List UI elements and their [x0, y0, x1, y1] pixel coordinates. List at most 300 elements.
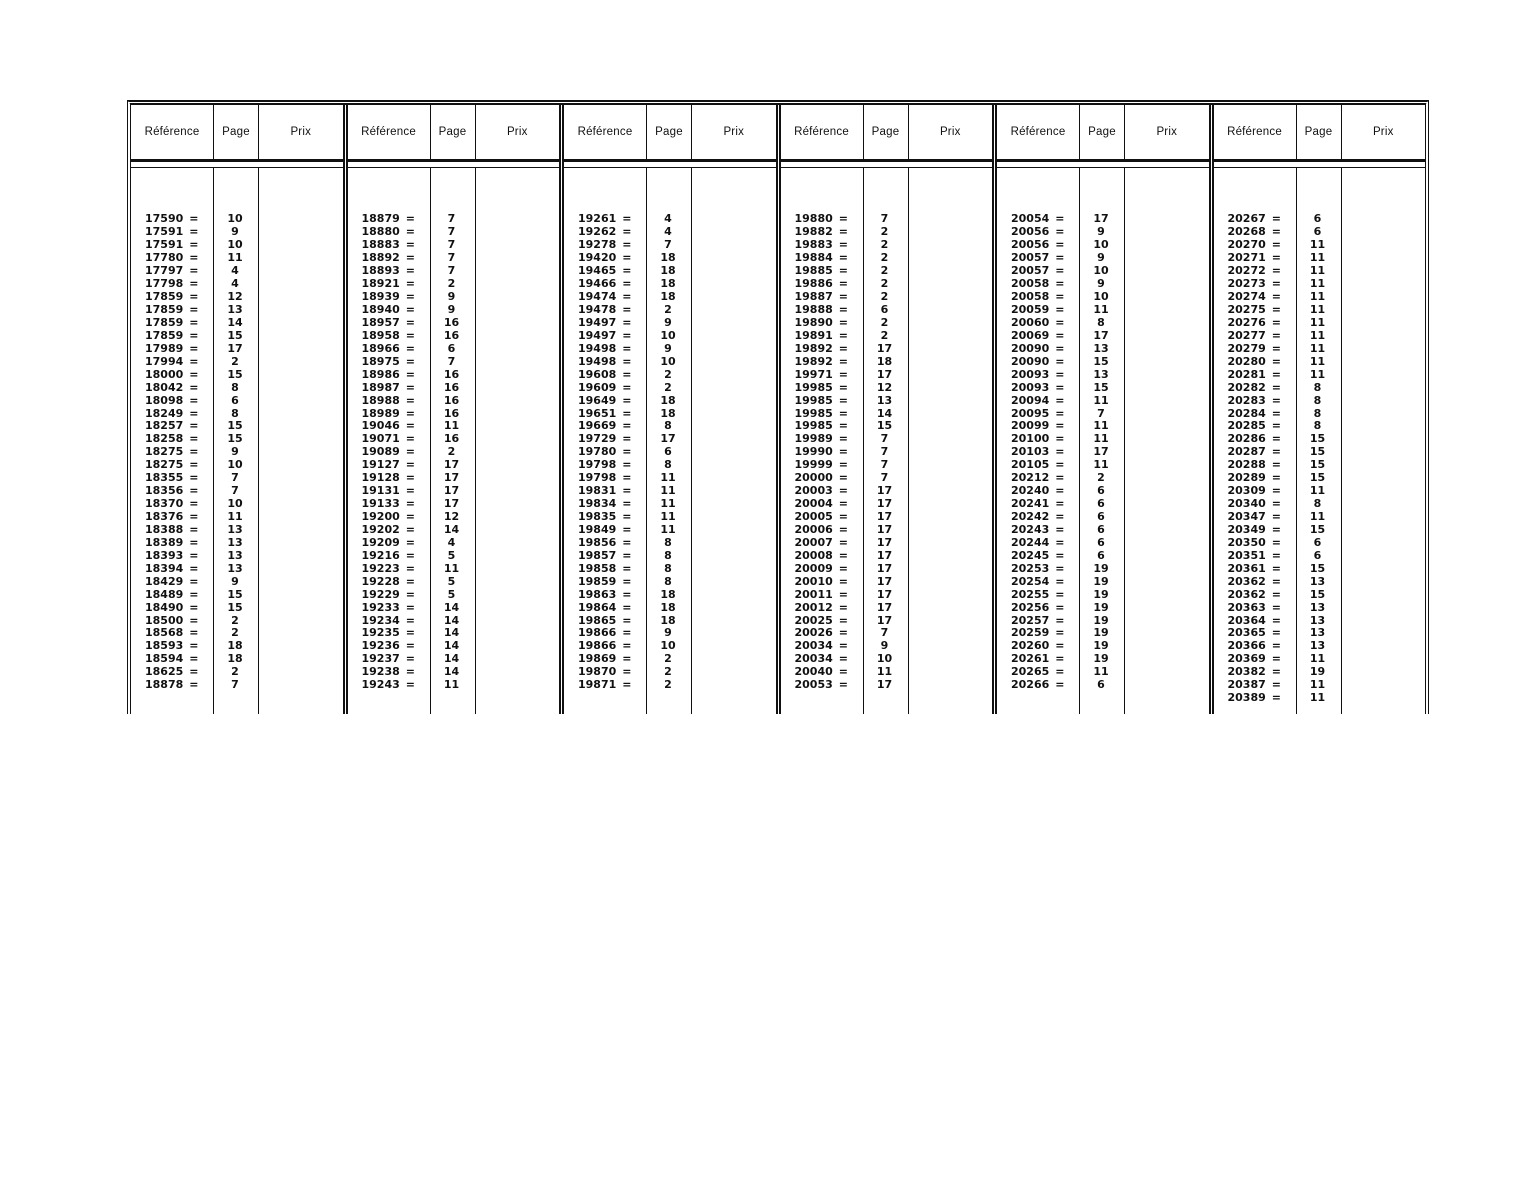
reference-cell	[781, 511, 863, 523]
page-number: 6	[1097, 510, 1105, 524]
equals-sign: =	[405, 406, 415, 420]
page-number: 11	[1093, 458, 1109, 472]
equals-sign: =	[1271, 225, 1281, 239]
page-number: 19	[1093, 639, 1109, 653]
reference-cell	[1214, 433, 1296, 445]
table-row	[348, 381, 560, 394]
page-number: 6	[1313, 212, 1322, 226]
reference-number: 19883	[794, 238, 833, 252]
table-row	[781, 524, 993, 537]
equals-sign: =	[622, 522, 632, 536]
equals-sign: =	[1055, 665, 1065, 679]
table-row	[348, 601, 560, 614]
reference-cell	[348, 459, 430, 471]
reference-cell	[997, 278, 1079, 290]
page-number: 17	[443, 497, 460, 511]
reference-cell	[781, 589, 863, 601]
page-number: 9	[231, 445, 239, 459]
reference-cell	[997, 382, 1079, 394]
column-group-1	[131, 105, 348, 714]
equals-sign: =	[1055, 522, 1065, 536]
page-number: 6	[1313, 535, 1322, 549]
reference-cell	[1214, 653, 1296, 665]
reference-number: 18257	[145, 419, 184, 433]
equals-sign: =	[1055, 484, 1065, 498]
table-row	[348, 627, 560, 640]
page-number: 9	[664, 341, 672, 355]
page-number: 2	[231, 613, 239, 627]
page-number: 19	[1093, 600, 1109, 614]
equals-sign: =	[1271, 251, 1281, 265]
page-number: 8	[1097, 315, 1105, 329]
page-number: 10	[660, 328, 676, 342]
equals-sign: =	[405, 432, 415, 446]
equals-sign: =	[1271, 497, 1281, 511]
reference-number: 19780	[578, 445, 617, 459]
reference-cell	[564, 304, 646, 316]
table-row	[348, 213, 560, 226]
page-number: 7	[447, 251, 456, 265]
reference-cell	[564, 226, 646, 238]
equals-sign: =	[838, 445, 848, 459]
table-row	[1214, 692, 1426, 705]
page-number: 8	[231, 380, 239, 394]
page-number: 13	[1309, 626, 1326, 640]
reference-cell	[781, 278, 863, 290]
equals-sign: =	[622, 639, 632, 653]
reference-cell	[131, 485, 213, 497]
page-number: 9	[231, 574, 239, 588]
reference-cell	[1214, 369, 1296, 381]
page-number: 11	[1309, 315, 1326, 329]
table-row	[997, 420, 1209, 433]
table-row	[131, 368, 343, 381]
reference-cell	[997, 408, 1079, 420]
page-number: 2	[880, 225, 889, 239]
table-row	[781, 640, 993, 653]
page-number: 16	[443, 393, 460, 407]
equals-sign: =	[1271, 535, 1281, 549]
reference-cell	[997, 252, 1079, 264]
table-row	[564, 213, 776, 226]
reference-cell	[564, 369, 646, 381]
reference-number: 20340	[1227, 497, 1266, 511]
equals-sign: =	[838, 419, 848, 433]
header-divider	[131, 167, 343, 170]
page-number: 15	[1309, 522, 1326, 536]
equals-sign: =	[189, 600, 199, 614]
page-number: 2	[880, 264, 889, 278]
page-number: 19	[1093, 652, 1109, 666]
table-row	[997, 549, 1209, 562]
table-row	[781, 252, 993, 265]
equals-sign: =	[622, 341, 632, 355]
page-number: 2	[664, 678, 672, 692]
table-row	[997, 666, 1209, 679]
reference-number: 18370	[145, 497, 184, 511]
reference-number: 18356	[145, 484, 184, 498]
page-number: 11	[1309, 290, 1326, 304]
reference-cell	[781, 615, 863, 627]
equals-sign: =	[622, 380, 632, 394]
equals-sign: =	[1055, 639, 1065, 653]
reference-number: 19859	[578, 574, 617, 588]
reference-number: 19890	[794, 315, 833, 329]
reference-number: 20095	[1011, 406, 1050, 420]
reference-number: 20007	[794, 535, 833, 549]
reference-cell	[564, 213, 646, 225]
equals-sign: =	[622, 251, 632, 265]
table-row	[564, 536, 776, 549]
page-number: 6	[880, 303, 889, 317]
reference-number: 19892	[794, 341, 833, 355]
table-row	[997, 446, 1209, 459]
reference-number: 19202	[361, 522, 400, 536]
reference-cell	[997, 433, 1079, 445]
table-row	[564, 433, 776, 446]
equals-sign: =	[405, 303, 415, 317]
table-row	[781, 291, 993, 304]
table-row	[781, 342, 993, 355]
page-number: 11	[1309, 678, 1326, 692]
table-row	[997, 329, 1209, 342]
table-row	[1214, 420, 1426, 433]
table-row	[1214, 614, 1426, 627]
reference-cell	[131, 343, 213, 355]
page-number: 9	[231, 225, 239, 239]
reference-number: 17859	[145, 303, 184, 317]
reference-cell	[997, 498, 1079, 510]
equals-sign: =	[838, 432, 848, 446]
reference-cell	[564, 666, 646, 678]
page-number: 2	[447, 277, 456, 291]
reference-cell	[131, 395, 213, 407]
reference-cell	[131, 433, 213, 445]
page-number: 14	[876, 406, 893, 420]
page-number: 8	[664, 561, 672, 575]
reference-number: 20058	[1011, 290, 1050, 304]
reference-cell	[781, 563, 863, 575]
reference-cell	[781, 330, 863, 342]
reference-number: 18042	[145, 380, 184, 394]
table-row	[131, 407, 343, 420]
reference-number: 19128	[361, 471, 400, 485]
page-number: 15	[1309, 445, 1326, 459]
page-number: 15	[1309, 458, 1326, 472]
table-row	[348, 420, 560, 433]
table-row	[997, 472, 1209, 485]
page-number: 11	[660, 510, 676, 524]
table-row	[564, 226, 776, 239]
reference-cell	[564, 239, 646, 251]
reference-cell	[564, 252, 646, 264]
reference-number: 20094	[1011, 393, 1050, 407]
reference-cell	[997, 537, 1079, 549]
table-row	[131, 252, 343, 265]
page-number: 15	[1309, 432, 1326, 446]
reference-number: 18490	[145, 600, 184, 614]
page-number: 15	[227, 419, 243, 433]
reference-cell	[131, 511, 213, 523]
reference-cell	[348, 511, 430, 523]
reference-cell	[348, 408, 430, 420]
table-row	[1214, 252, 1426, 265]
page-number: 12	[876, 380, 893, 394]
header-reference: Référence	[997, 105, 1080, 159]
reference-number: 19131	[361, 484, 400, 498]
table-row	[564, 291, 776, 304]
equals-sign: =	[405, 354, 415, 368]
reference-cell	[131, 537, 213, 549]
equals-sign: =	[622, 678, 632, 692]
reference-cell	[131, 498, 213, 510]
reference-number: 18987	[361, 380, 400, 394]
reference-number: 20363	[1227, 600, 1266, 614]
table-row	[781, 407, 993, 420]
table-row	[131, 278, 343, 291]
reference-cell	[348, 278, 430, 290]
reference-cell	[348, 485, 430, 497]
table-row	[997, 342, 1209, 355]
reference-number: 17591	[145, 238, 184, 252]
equals-sign: =	[1055, 548, 1065, 562]
reference-cell	[131, 382, 213, 394]
reference-number: 20276	[1227, 315, 1266, 329]
equals-sign: =	[189, 264, 199, 278]
page-number: 15	[1093, 380, 1109, 394]
table-row	[348, 407, 560, 420]
reference-cell	[1214, 304, 1296, 316]
reference-cell	[348, 446, 430, 458]
equals-sign: =	[1271, 212, 1281, 226]
reference-number: 20289	[1227, 471, 1266, 485]
reference-number: 19985	[794, 406, 833, 420]
table-row	[348, 342, 560, 355]
table-row	[348, 446, 560, 459]
table-row	[781, 278, 993, 291]
reference-number: 19651	[578, 406, 617, 420]
table-row	[348, 614, 560, 627]
table-row	[997, 640, 1209, 653]
reference-cell	[348, 679, 430, 691]
table-row	[1214, 317, 1426, 330]
equals-sign: =	[838, 652, 848, 666]
table-row	[781, 562, 993, 575]
page-number: 18	[660, 290, 676, 304]
page-number: 12	[443, 510, 460, 524]
header-page: Page	[214, 105, 259, 159]
equals-sign: =	[622, 484, 632, 498]
page-number: 5	[447, 574, 456, 588]
reference-number: 20093	[1011, 380, 1050, 394]
equals-sign: =	[189, 354, 199, 368]
table-row	[348, 498, 560, 511]
reference-number: 20003	[794, 484, 833, 498]
reference-cell	[997, 627, 1079, 639]
table-row	[348, 472, 560, 485]
reference-number: 19892	[794, 354, 833, 368]
equals-sign: =	[622, 315, 632, 329]
page-number: 9	[664, 315, 672, 329]
reference-cell	[131, 679, 213, 691]
page-number: 7	[447, 238, 456, 252]
table-row	[997, 562, 1209, 575]
equals-sign: =	[838, 678, 848, 692]
page-number: 13	[227, 561, 243, 575]
reference-number: 20277	[1227, 328, 1266, 342]
equals-sign: =	[1271, 484, 1281, 498]
equals-sign: =	[189, 432, 199, 446]
equals-sign: =	[838, 484, 848, 498]
reference-number: 17797	[145, 264, 184, 278]
reference-number: 18986	[361, 367, 400, 381]
table-row	[997, 291, 1209, 304]
table-row	[131, 511, 343, 524]
equals-sign: =	[405, 639, 415, 653]
table-row	[131, 614, 343, 627]
page-number: 2	[664, 665, 672, 679]
reference-number: 20059	[1011, 303, 1050, 317]
reference-cell	[1214, 420, 1296, 432]
page-number: 18	[660, 264, 676, 278]
reference-number: 20244	[1011, 535, 1050, 549]
reference-number: 19497	[578, 315, 617, 329]
reference-number: 20090	[1011, 341, 1050, 355]
page-number: 2	[880, 277, 889, 291]
equals-sign: =	[838, 303, 848, 317]
table-row	[1214, 524, 1426, 537]
page-number: 9	[664, 626, 672, 640]
equals-sign: =	[189, 678, 199, 692]
reference-number: 19262	[578, 225, 617, 239]
page-number: 17	[876, 574, 893, 588]
page-number: 14	[443, 639, 460, 653]
reference-cell	[348, 576, 430, 588]
reference-number: 20387	[1227, 678, 1266, 692]
header-reference: Référence	[564, 105, 647, 159]
reference-cell	[781, 459, 863, 471]
equals-sign: =	[405, 380, 415, 394]
table-row	[1214, 679, 1426, 692]
reference-cell	[564, 382, 646, 394]
reference-cell	[564, 615, 646, 627]
equals-sign: =	[622, 471, 632, 485]
table-row	[348, 653, 560, 666]
equals-sign: =	[405, 277, 415, 291]
reference-number: 20369	[1227, 652, 1266, 666]
equals-sign: =	[189, 484, 199, 498]
reference-number: 20362	[1227, 587, 1266, 601]
reference-number: 20268	[1227, 225, 1266, 239]
equals-sign: =	[838, 522, 848, 536]
equals-sign: =	[405, 264, 415, 278]
equals-sign: =	[622, 548, 632, 562]
reference-cell	[997, 589, 1079, 601]
reference-cell	[781, 420, 863, 432]
equals-sign: =	[405, 613, 415, 627]
equals-sign: =	[838, 367, 848, 381]
table-row	[131, 329, 343, 342]
table-row	[131, 459, 343, 472]
equals-sign: =	[1271, 600, 1281, 614]
page-number: 11	[1093, 432, 1109, 446]
equals-sign: =	[622, 613, 632, 627]
page-number: 9	[447, 303, 456, 317]
reference-cell	[997, 524, 1079, 536]
reference-number: 17591	[145, 225, 184, 239]
page-number: 19	[1093, 574, 1109, 588]
reference-cell	[781, 317, 863, 329]
table-row	[1214, 329, 1426, 342]
equals-sign: =	[622, 328, 632, 342]
equals-sign: =	[622, 561, 632, 575]
reference-number: 18394	[145, 561, 184, 575]
table-row	[564, 342, 776, 355]
equals-sign: =	[405, 652, 415, 666]
reference-cell	[1214, 356, 1296, 368]
equals-sign: =	[189, 561, 199, 575]
table-row	[997, 394, 1209, 407]
reference-number: 20005	[794, 510, 833, 524]
page-number: 15	[227, 600, 243, 614]
reference-number: 18594	[145, 652, 184, 666]
page-number: 10	[227, 497, 243, 511]
table-row	[781, 265, 993, 278]
table-row	[564, 653, 776, 666]
table-row	[1214, 213, 1426, 226]
equals-sign: =	[1055, 264, 1065, 278]
reference-number: 20056	[1011, 238, 1050, 252]
reference-number: 20257	[1011, 613, 1050, 627]
equals-sign: =	[838, 238, 848, 252]
reference-cell	[997, 330, 1079, 342]
page-number: 11	[1093, 665, 1109, 679]
reference-cell	[564, 679, 646, 691]
reference-cell	[781, 550, 863, 562]
reference-cell	[131, 446, 213, 458]
page-number: 18	[660, 587, 676, 601]
reference-cell	[1214, 589, 1296, 601]
reference-number: 20240	[1011, 484, 1050, 498]
equals-sign: =	[622, 367, 632, 381]
table-row	[1214, 549, 1426, 562]
table-row	[997, 588, 1209, 601]
reference-number: 19985	[794, 393, 833, 407]
reference-number: 19798	[578, 471, 617, 485]
table-row	[781, 420, 993, 433]
page-number: 14	[443, 522, 460, 536]
equals-sign: =	[405, 548, 415, 562]
table-row	[564, 394, 776, 407]
equals-sign: =	[405, 367, 415, 381]
reference-number: 17859	[145, 315, 184, 329]
table-row	[781, 549, 993, 562]
page-number: 9	[1097, 251, 1105, 265]
table-row	[1214, 381, 1426, 394]
equals-sign: =	[838, 613, 848, 627]
reference-cell	[131, 627, 213, 639]
table-row	[1214, 640, 1426, 653]
page-number: 13	[1309, 600, 1326, 614]
reference-number: 19999	[794, 458, 833, 472]
page-number: 8	[664, 548, 672, 562]
reference-number: 19871	[578, 678, 617, 692]
reference-number: 18880	[361, 225, 400, 239]
reference-number: 20365	[1227, 626, 1266, 640]
reference-cell	[348, 382, 430, 394]
equals-sign: =	[1271, 665, 1281, 679]
equals-sign: =	[1055, 678, 1065, 692]
